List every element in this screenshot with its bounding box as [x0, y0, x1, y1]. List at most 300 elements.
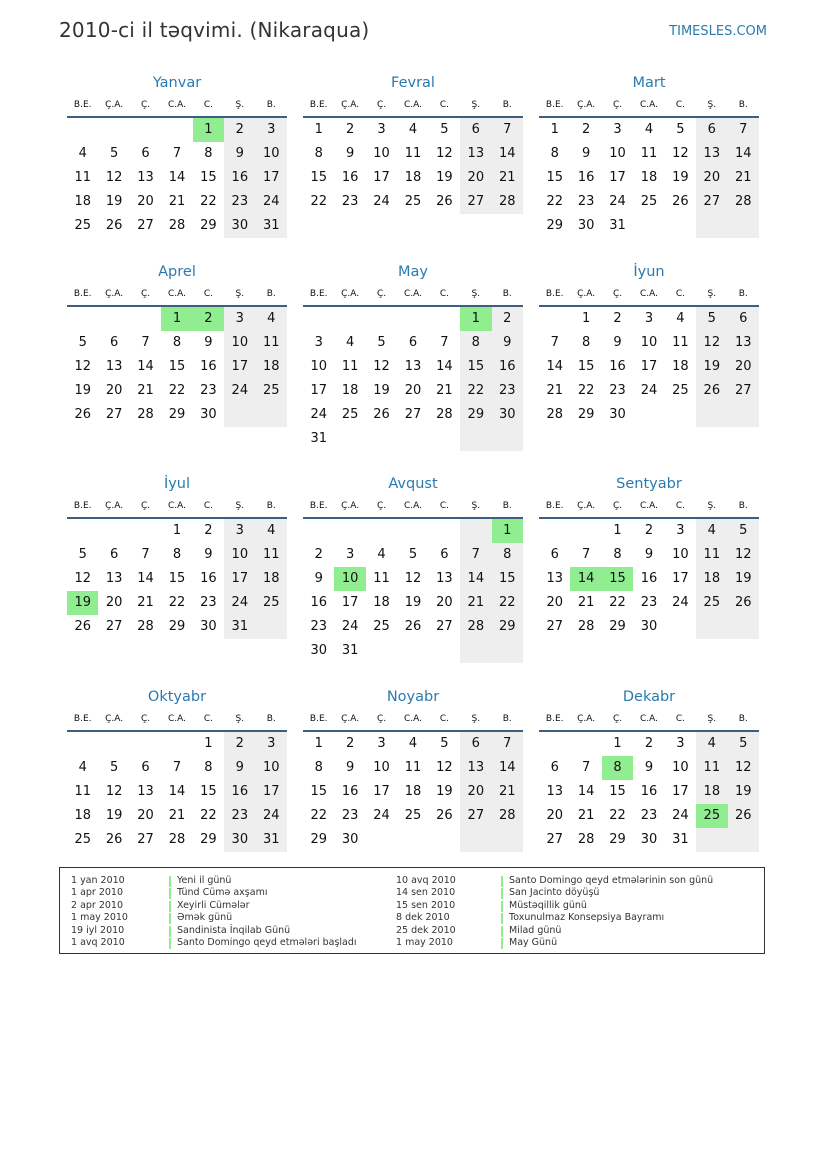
day-cell: 17: [341, 595, 359, 610]
day-cell: 4: [345, 335, 355, 350]
day-cell: 28: [492, 190, 523, 214]
day-cell: 27: [696, 190, 727, 214]
day-cell: 19: [728, 780, 759, 804]
day-cell: 7: [581, 547, 591, 562]
day-cell: 20: [546, 808, 563, 823]
day-cell: 23: [640, 808, 658, 823]
day-cell: 2: [492, 307, 523, 331]
day-cell: 15: [200, 170, 217, 185]
day-cell: 10: [256, 142, 287, 166]
day-cell: 30: [224, 214, 255, 238]
empty-cell: [130, 307, 161, 331]
empty-cell: [366, 427, 397, 451]
day-cell: 9: [644, 760, 654, 775]
weekday-header: [539, 708, 759, 732]
day-cell: 26: [728, 591, 759, 615]
day-cell: 1: [204, 736, 213, 751]
day-cell: 24: [609, 194, 626, 209]
empty-cell: [67, 732, 98, 756]
day-cell: 17: [224, 355, 255, 379]
day-cell: 28: [137, 407, 154, 422]
day-cell: 21: [577, 595, 595, 610]
weekday-label: B.E.: [73, 289, 92, 299]
day-grid: [539, 519, 759, 639]
day-cell: 10: [672, 547, 689, 562]
day-cell: 8: [172, 335, 182, 350]
day-cell: 16: [200, 359, 217, 374]
day-cell: 25: [256, 379, 287, 403]
day-cell: 10: [256, 756, 287, 780]
weekday-label: Ç.A.: [341, 289, 360, 299]
day-cell: 29: [168, 619, 186, 634]
day-cell: 28: [492, 804, 523, 828]
day-cell: 1: [314, 122, 323, 137]
empty-cell: [665, 214, 696, 238]
empty-cell: [665, 615, 696, 639]
day-cell: 17: [310, 383, 327, 398]
day-cell: 11: [256, 331, 287, 355]
day-cell: 27: [137, 832, 154, 847]
day-cell: 23: [640, 595, 658, 610]
weekday-label: C.: [439, 714, 449, 724]
day-cell: 7: [728, 118, 759, 142]
day-cell: 18: [404, 170, 422, 185]
empty-cell: [696, 615, 727, 639]
holiday-date: 1 may 2010: [71, 912, 128, 924]
empty-cell: [397, 307, 428, 331]
day-cell: 16: [577, 170, 595, 185]
weekday-header: [303, 94, 523, 118]
day-cell: 2: [644, 523, 654, 538]
weekday-label: C.: [203, 289, 213, 299]
weekday-label: Ç.A.: [341, 501, 360, 511]
weekday-label: B.E.: [309, 289, 328, 299]
day-cell: 20: [105, 595, 123, 610]
empty-cell: [397, 828, 428, 852]
holiday-marker: [501, 913, 503, 924]
day-cell: 19: [373, 383, 390, 398]
day-cell: 15: [200, 784, 217, 799]
empty-cell: [98, 732, 129, 756]
day-cell: 6: [109, 335, 119, 350]
day-cell: 3: [345, 547, 355, 562]
day-cell: 7: [460, 543, 491, 567]
day-cell: 21: [728, 166, 759, 190]
day-cell: 9: [345, 760, 355, 775]
day-cell: 12: [436, 146, 453, 161]
holiday-date: 19 iyl 2010: [71, 924, 125, 936]
day-cell: 3: [676, 523, 685, 538]
day-cell: 29: [168, 407, 186, 422]
day-cell: 2: [224, 118, 255, 142]
month-name: May: [398, 264, 428, 280]
empty-cell: [224, 403, 255, 427]
day-cell: 5: [78, 335, 87, 350]
day-cell: 30: [609, 407, 626, 422]
holiday-date: 15 sen 2010: [396, 899, 456, 911]
day-cell: 13: [105, 359, 123, 374]
day-cell: 3: [256, 118, 287, 142]
day-cell: 7: [141, 335, 150, 350]
day-cell: 28: [460, 615, 491, 639]
day-grid: [67, 732, 287, 852]
day-cell: 15: [460, 355, 491, 379]
day-cell: 30: [200, 407, 217, 422]
day-cell: 16: [200, 571, 217, 586]
day-cell: 23: [224, 190, 255, 214]
day-cell: 27: [546, 619, 563, 634]
holiday-name: Sandinista İnqilab Günü: [177, 924, 291, 936]
day-cell: 16: [310, 595, 327, 610]
day-grid: [303, 732, 523, 852]
day-cell: 30: [640, 619, 658, 634]
day-cell: 26: [105, 218, 123, 233]
empty-cell: [397, 639, 428, 663]
day-cell: 23: [609, 383, 626, 398]
day-cell: 26: [672, 194, 689, 209]
day-cell: 1: [613, 736, 622, 751]
day-cell: 15: [168, 359, 186, 374]
day-grid: [303, 307, 523, 451]
day-cell: 27: [105, 619, 123, 634]
day-cell: 30: [200, 619, 217, 634]
day-cell: 25: [74, 218, 91, 233]
weekday-label: C.A.: [167, 714, 186, 724]
day-cell: 25: [640, 194, 658, 209]
day-cell: 9: [224, 756, 255, 780]
day-cell: 3: [676, 736, 685, 751]
day-cell: 26: [404, 619, 422, 634]
weekday-label: Ç.A.: [105, 100, 124, 110]
holiday-day-cell: 19: [67, 591, 98, 615]
day-cell: 12: [404, 571, 422, 586]
weekday-label: B.: [266, 100, 276, 110]
holiday-marker: [169, 876, 171, 887]
empty-cell: [492, 427, 523, 451]
day-cell: 3: [314, 335, 323, 350]
day-cell: 10: [373, 146, 390, 161]
day-cell: 31: [256, 828, 287, 852]
weekday-label: Ş.: [235, 714, 245, 724]
holiday-marker: [501, 938, 503, 949]
day-cell: 4: [78, 146, 87, 161]
day-cell: 29: [310, 832, 327, 847]
day-cell: 14: [137, 571, 154, 586]
empty-cell: [98, 307, 129, 331]
day-cell: 6: [696, 118, 727, 142]
day-cell: 19: [105, 808, 123, 823]
empty-cell: [539, 519, 570, 543]
month-name: Mart: [632, 75, 666, 91]
empty-cell: [728, 403, 759, 427]
day-cell: 6: [550, 547, 559, 562]
month-name: Avqust: [388, 476, 438, 492]
empty-cell: [429, 307, 460, 331]
empty-cell: [334, 519, 365, 543]
month-name: Sentyabr: [616, 476, 682, 492]
day-cell: 13: [137, 170, 154, 185]
day-cell: 10: [672, 760, 689, 775]
empty-cell: [161, 732, 192, 756]
day-cell: 12: [74, 571, 91, 586]
day-cell: 11: [696, 756, 727, 780]
day-cell: 25: [404, 808, 422, 823]
day-cell: 18: [640, 170, 658, 185]
empty-cell: [665, 403, 696, 427]
day-cell: 5: [408, 547, 418, 562]
empty-cell: [460, 639, 491, 663]
day-cell: 2: [204, 523, 213, 538]
empty-cell: [728, 615, 759, 639]
weekday-label: Ç.: [612, 100, 623, 110]
empty-cell: [539, 732, 570, 756]
day-cell: 22: [460, 379, 491, 403]
day-cell: 15: [310, 784, 327, 799]
day-cell: 2: [314, 547, 323, 562]
holiday-day-cell: 2: [193, 307, 224, 331]
day-cell: 22: [577, 383, 595, 398]
day-cell: 26: [436, 808, 453, 823]
empty-cell: [460, 427, 491, 451]
day-cell: 14: [168, 170, 186, 185]
day-cell: 10: [609, 146, 626, 161]
day-cell: 14: [728, 142, 759, 166]
weekday-label: Ç.A.: [105, 501, 124, 511]
day-cell: 24: [224, 591, 255, 615]
day-cell: 21: [137, 595, 154, 610]
weekday-header: [67, 495, 287, 519]
day-cell: 4: [377, 547, 386, 562]
holiday-name: May Günü: [509, 936, 558, 948]
weekday-label: Ç.: [140, 289, 151, 299]
day-cell: 3: [613, 122, 622, 137]
holiday-marker: [169, 938, 171, 949]
holiday-marker: [501, 876, 503, 887]
day-cell: 23: [200, 383, 217, 398]
day-cell: 19: [436, 170, 453, 185]
day-cell: 16: [640, 784, 658, 799]
weekday-label: B.: [266, 714, 276, 724]
day-cell: 11: [256, 543, 287, 567]
day-cell: 25: [373, 619, 390, 634]
day-cell: 22: [609, 808, 626, 823]
day-cell: 19: [105, 194, 123, 209]
day-cell: 18: [74, 808, 91, 823]
empty-cell: [570, 732, 601, 756]
day-cell: 18: [373, 595, 390, 610]
day-cell: 2: [345, 122, 355, 137]
day-cell: 22: [168, 383, 186, 398]
day-cell: 9: [345, 146, 355, 161]
day-cell: 21: [137, 383, 154, 398]
weekday-header: [303, 495, 523, 519]
day-cell: 6: [460, 118, 491, 142]
day-cell: 5: [440, 122, 449, 137]
day-cell: 15: [577, 359, 595, 374]
day-cell: 17: [373, 784, 390, 799]
day-grid: [303, 519, 523, 663]
empty-cell: [303, 519, 334, 543]
empty-cell: [429, 427, 460, 451]
empty-cell: [539, 307, 570, 331]
weekday-header: [539, 495, 759, 519]
day-cell: 18: [341, 383, 359, 398]
day-cell: 20: [137, 194, 154, 209]
day-cell: 1: [581, 311, 591, 326]
weekday-header: [539, 283, 759, 307]
holiday-day-cell: 1: [161, 307, 192, 331]
day-cell: 9: [204, 335, 213, 350]
day-cell: 26: [74, 407, 91, 422]
weekday-label: B.: [738, 501, 748, 511]
day-cell: 4: [644, 122, 654, 137]
month-yanvar: [67, 72, 287, 238]
weekday-label: B.: [502, 100, 512, 110]
day-cell: 24: [256, 190, 287, 214]
day-cell: 4: [256, 307, 287, 331]
day-cell: 5: [78, 547, 87, 562]
day-cell: 20: [728, 355, 759, 379]
empty-cell: [98, 519, 129, 543]
day-cell: 27: [728, 379, 759, 403]
day-cell: 17: [224, 567, 255, 591]
month-noyabr: [303, 686, 523, 852]
day-cell: 3: [644, 311, 654, 326]
day-cell: 9: [492, 331, 523, 355]
day-cell: 27: [105, 407, 123, 422]
weekday-header: [303, 283, 523, 307]
weekday-label: Ç.: [140, 714, 151, 724]
day-grid: [67, 118, 287, 238]
day-cell: 1: [314, 736, 323, 751]
day-cell: 11: [74, 784, 91, 799]
weekday-header: [67, 283, 287, 307]
day-cell: 27: [137, 218, 154, 233]
day-cell: 2: [644, 736, 654, 751]
day-cell: 16: [609, 359, 626, 374]
day-cell: 20: [546, 595, 563, 610]
empty-cell: [256, 615, 287, 639]
holiday-name: Müstəqillik günü: [509, 899, 587, 911]
day-cell: 25: [696, 591, 727, 615]
day-cell: 17: [609, 170, 626, 185]
empty-cell: [429, 639, 460, 663]
empty-cell: [67, 519, 98, 543]
holiday-day-cell: 8: [602, 756, 633, 780]
day-cell: 30: [310, 643, 327, 658]
day-cell: 29: [609, 619, 626, 634]
day-cell: 31: [609, 218, 626, 233]
day-cell: 11: [672, 335, 689, 350]
day-cell: 14: [492, 756, 523, 780]
day-cell: 11: [640, 146, 658, 161]
day-cell: 9: [644, 547, 654, 562]
day-cell: 26: [373, 407, 390, 422]
day-cell: 3: [224, 307, 255, 331]
day-cell: 19: [436, 784, 453, 799]
day-cell: 4: [408, 736, 418, 751]
empty-cell: [633, 403, 664, 427]
holiday-marker: [501, 901, 503, 912]
day-cell: 7: [141, 547, 150, 562]
day-cell: 27: [404, 407, 422, 422]
weekday-label: C.A.: [167, 501, 186, 511]
day-cell: 8: [314, 760, 323, 775]
weekday-label: B.E.: [73, 714, 92, 724]
weekday-label: B.E.: [309, 714, 328, 724]
holiday-date: 2 apr 2010: [71, 899, 124, 911]
day-cell: 18: [256, 355, 287, 379]
day-cell: 3: [377, 122, 386, 137]
weekday-label: Ş.: [235, 501, 245, 511]
day-cell: 30: [341, 832, 359, 847]
weekday-label: Ç.A.: [577, 100, 596, 110]
empty-cell: [728, 214, 759, 238]
day-cell: 5: [109, 146, 119, 161]
brand-link[interactable]: TIMESLES.COM: [669, 24, 767, 39]
day-cell: 18: [256, 567, 287, 591]
day-cell: 26: [105, 832, 123, 847]
day-cell: 31: [310, 431, 327, 446]
day-cell: 30: [224, 828, 255, 852]
day-cell: 13: [460, 142, 491, 166]
day-cell: 14: [168, 784, 186, 799]
day-cell: 18: [696, 567, 727, 591]
day-cell: 12: [672, 146, 689, 161]
weekday-label: C.A.: [639, 714, 658, 724]
day-cell: 5: [440, 736, 449, 751]
day-cell: 9: [204, 547, 213, 562]
day-cell: 31: [224, 615, 255, 639]
day-cell: 14: [460, 567, 491, 591]
day-cell: 22: [492, 591, 523, 615]
weekday-label: Ş.: [235, 100, 245, 110]
day-cell: 20: [460, 780, 491, 804]
day-cell: 10: [224, 331, 255, 355]
empty-cell: [256, 403, 287, 427]
day-cell: 21: [168, 194, 186, 209]
holiday-date: 14 sen 2010: [396, 887, 456, 899]
day-cell: 11: [404, 146, 422, 161]
holiday-name: Xeyirli Cümələr: [177, 899, 250, 911]
empty-cell: [492, 828, 523, 852]
empty-cell: [334, 307, 365, 331]
weekday-label: C.A.: [639, 289, 658, 299]
day-cell: 10: [224, 543, 255, 567]
day-cell: 12: [728, 543, 759, 567]
day-cell: 2: [613, 311, 622, 326]
empty-cell: [397, 427, 428, 451]
weekday-label: C.: [203, 100, 213, 110]
weekday-label: C.A.: [403, 714, 422, 724]
day-cell: 24: [373, 194, 390, 209]
holiday-name: Milad günü: [509, 924, 562, 936]
day-cell: 23: [492, 379, 523, 403]
weekday-label: Ş.: [707, 289, 717, 299]
holiday-day-cell: 1: [492, 519, 523, 543]
day-cell: 16: [341, 170, 359, 185]
day-cell: 1: [613, 523, 622, 538]
day-cell: 6: [460, 732, 491, 756]
day-cell: 21: [168, 808, 186, 823]
holiday-marker: [169, 913, 171, 924]
day-cell: 2: [224, 732, 255, 756]
holiday-date: 1 avq 2010: [71, 936, 125, 948]
day-cell: 22: [200, 194, 217, 209]
day-cell: 14: [436, 359, 453, 374]
day-cell: 31: [341, 643, 359, 658]
month-name: Yanvar: [152, 75, 202, 91]
